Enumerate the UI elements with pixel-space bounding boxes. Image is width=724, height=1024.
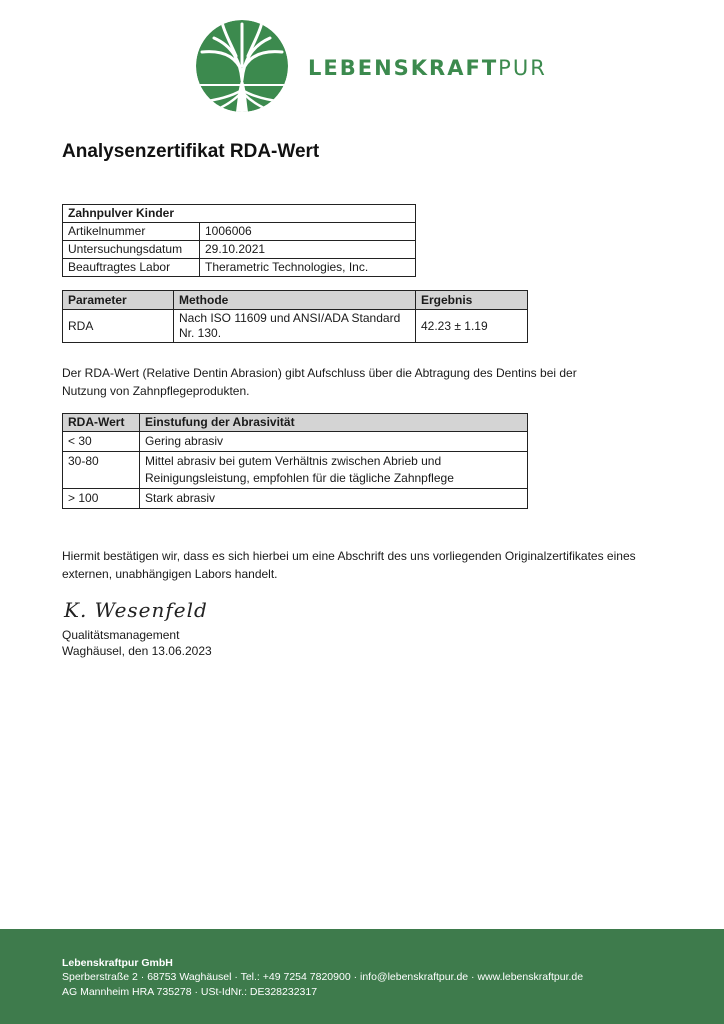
- header-method: Methode: [174, 291, 416, 310]
- footer-address: Sperberstraße 2 · 68753 Waghäusel · Tel.: +49 7254 7820900 · info@lebenskraftpur.de · www.lebenskraftpur.de: [62, 971, 584, 983]
- brand-name: [308, 56, 547, 80]
- rda-explanation: Der RDA-Wert (Relative Dentin Abrasion) gibt Aufschluss über die Abtragung des Dentins bei der Nutzung von Zahnpflegeprodukten.: [62, 366, 577, 398]
- header-rda-value: RDA-Wert: [63, 414, 140, 432]
- page-title: Analysenzertifikat RDA-Wert: [62, 141, 320, 162]
- table-row: [63, 432, 528, 452]
- rda-range: > 100: [63, 489, 140, 509]
- place-and-date: Waghäusel, den 13.06.2023: [62, 644, 212, 658]
- row-label: Beauftragtes Labor: [63, 259, 200, 277]
- method-cell: Nach ISO 11609 und ANSI/ADA Standard Nr. 130.: [174, 310, 416, 343]
- table-row: [63, 223, 416, 241]
- header-parameter: Parameter: [63, 291, 174, 310]
- header-result: Ergebnis: [416, 291, 528, 310]
- brand-name-regular: PUR: [498, 56, 547, 80]
- handwritten-signature: K. Wesenfeld: [64, 598, 208, 622]
- confirmation-text: Hiermit bestätigen wir, dass es sich hierbei um eine Abschrift des uns vorliegenden Originalzertifikates eines externen, unabhängigen Labors handelt.: [62, 549, 636, 581]
- result-cell: 42.23 ± 1.19: [416, 310, 528, 343]
- table-row: [63, 241, 416, 259]
- signatory-role: Qualitätsmanagement: [62, 628, 180, 642]
- product-table: [62, 204, 416, 277]
- footer: [0, 929, 724, 1024]
- rda-range: < 30: [63, 432, 140, 452]
- row-value: Therametric Technologies, Inc.: [200, 259, 416, 277]
- brand-logo: [192, 20, 547, 112]
- tree-logo-icon: [192, 20, 292, 112]
- table-row: [63, 259, 416, 277]
- table-row: [63, 452, 528, 489]
- table-row: [63, 489, 528, 509]
- row-value: 1006006: [200, 223, 416, 241]
- rda-rating: Stark abrasiv: [140, 489, 528, 509]
- footer-register: AG Mannheim HRA 735278 · USt-IdNr.: DE328232317: [62, 986, 318, 998]
- rda-table-header: [63, 414, 528, 432]
- header-rating: Einstufung der Abrasivität: [140, 414, 528, 432]
- product-table-heading-row: [63, 205, 416, 223]
- product-name: Zahnpulver Kinder: [63, 205, 416, 223]
- result-table-header: [63, 291, 528, 310]
- rda-rating: Gering abrasiv: [140, 432, 528, 452]
- brand-name-bold: LEBENSKRAFT: [308, 56, 499, 80]
- row-value: 29.10.2021: [200, 241, 416, 259]
- row-label: Artikelnummer: [63, 223, 200, 241]
- parameter-cell: RDA: [63, 310, 174, 343]
- rda-scale-table: [62, 413, 528, 509]
- row-label: Untersuchungsdatum: [63, 241, 200, 259]
- footer-company: Lebenskraftpur GmbH: [62, 957, 173, 969]
- rda-range: 30-80: [63, 452, 140, 489]
- result-table: [62, 290, 528, 343]
- table-row: [63, 310, 528, 343]
- rda-rating: Mittel abrasiv bei gutem Verhältnis zwischen Abrieb und Reinigungsleistung, empfohlen für die tägliche Zahnpflege: [140, 452, 528, 489]
